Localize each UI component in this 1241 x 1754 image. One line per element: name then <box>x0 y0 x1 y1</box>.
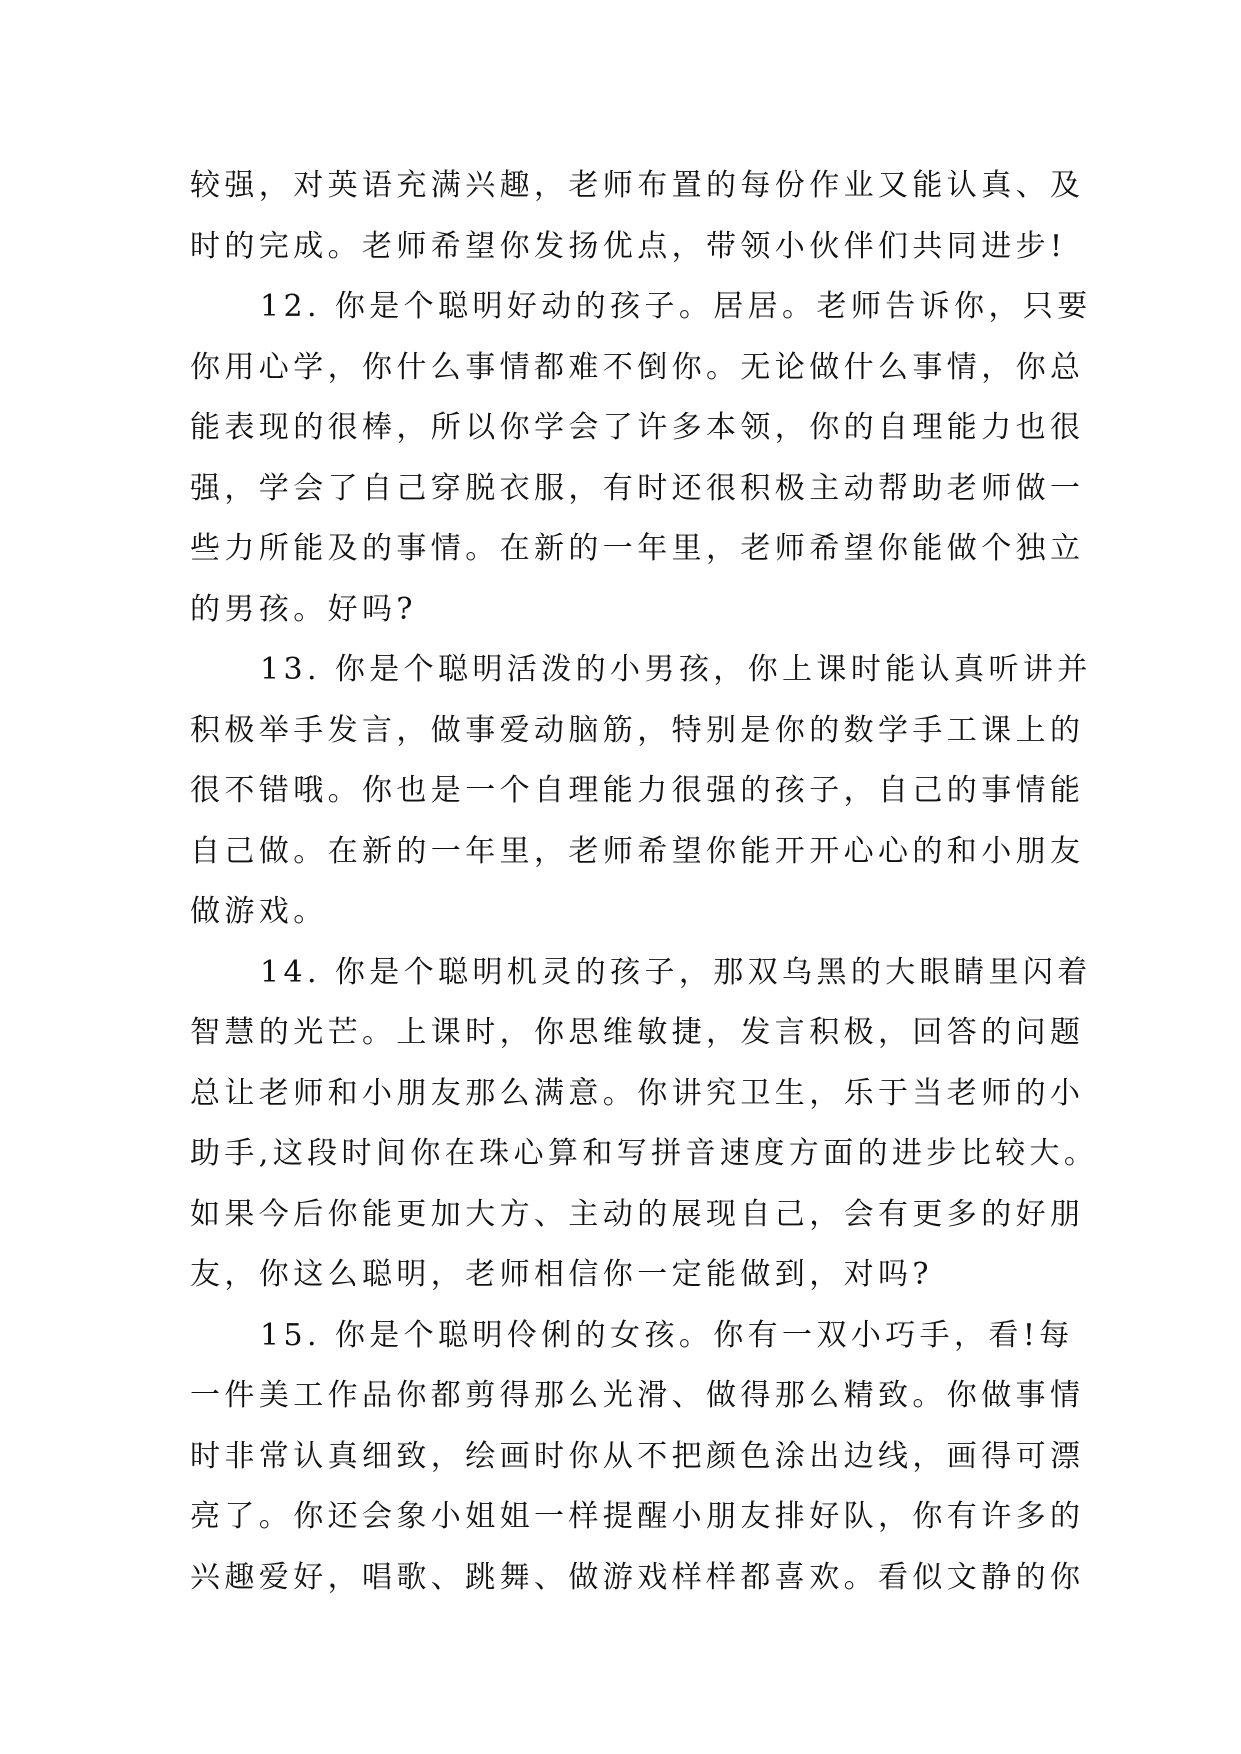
text-line: 些力所能及的事情。在新的一年里，老师希望你能做个独立 <box>190 531 1085 566</box>
paragraph-start-13: 13. 你是个聪明活泼的小男孩，你上课时能认真听讲并 <box>260 652 1092 687</box>
text-line: 兴趣爱好，唱歌、跳舞、做游戏样样都喜欢。看似文静的你 <box>190 1559 1085 1595</box>
text-line: 自己做。在新的一年里，老师希望你能开开心心的和小朋友 <box>190 833 1085 869</box>
text-line: 能表现的很棒，所以你学会了许多本领，你的自理能力也很 <box>190 410 1085 445</box>
text-line: 友，你这么聪明，老师相信你一定能做到，对吗? <box>190 1257 933 1292</box>
text-line: 的男孩。好吗? <box>190 591 417 627</box>
text-line: 一件美工作品你都剪得那么光滑、做得那么精致。你做事情 <box>190 1378 1085 1413</box>
text-line: 积极举手发言，做事爱动脑筋，特别是你的数学手工课上的 <box>190 712 1085 748</box>
text-line: 如果今后你能更加大方、主动的展现自己，会有更多的好朋 <box>190 1196 1085 1232</box>
paragraph-start-14: 14. 你是个聪明机灵的孩子，那双乌黑的大眼睛里闪着 <box>260 954 1092 990</box>
text-line: 你用心学，你什么事情都难不倒你。无论做什么事情，你总 <box>190 349 1085 385</box>
paragraph-start-12: 12. 你是个聪明好动的孩子。居居。老师告诉你，只要 <box>260 289 1092 324</box>
text-line: 助手,这段时间你在珠心算和写拼音速度方面的进步比较大。 <box>190 1136 1099 1171</box>
body-text <box>190 156 1099 1608</box>
text-line: 时的完成。老师希望你发扬优点，带领小伙伴们共同进步! <box>190 228 1067 264</box>
text-line: 很不错哦。你也是一个自理能力很强的孩子，自己的事情能 <box>190 773 1085 808</box>
text-line: 总让老师和小朋友那么满意。你讲究卫生，乐于当老师的小 <box>190 1075 1085 1111</box>
paragraph-start-15: 15. 你是个聪明伶俐的女孩。你有一双小巧手，看!每 <box>260 1317 1074 1353</box>
text-line: 时非常认真细致，绘画时你从不把颜色涂出边线，画得可漂 <box>190 1438 1085 1474</box>
text-line: 亮了。你还会象小姐姐一样提醒小朋友排好队，你有许多的 <box>190 1499 1085 1534</box>
text-line: 强，学会了自己穿脱衣服，有时还很积极主动帮助老师做一 <box>190 470 1085 506</box>
text-line: 做游戏。 <box>190 894 328 929</box>
text-line: 智慧的光芒。上课时，你思维敏捷，发言积极，回答的问题 <box>190 1015 1085 1050</box>
text-line: 较强，对英语充满兴趣，老师布置的每份作业又能认真、及 <box>190 168 1085 203</box>
